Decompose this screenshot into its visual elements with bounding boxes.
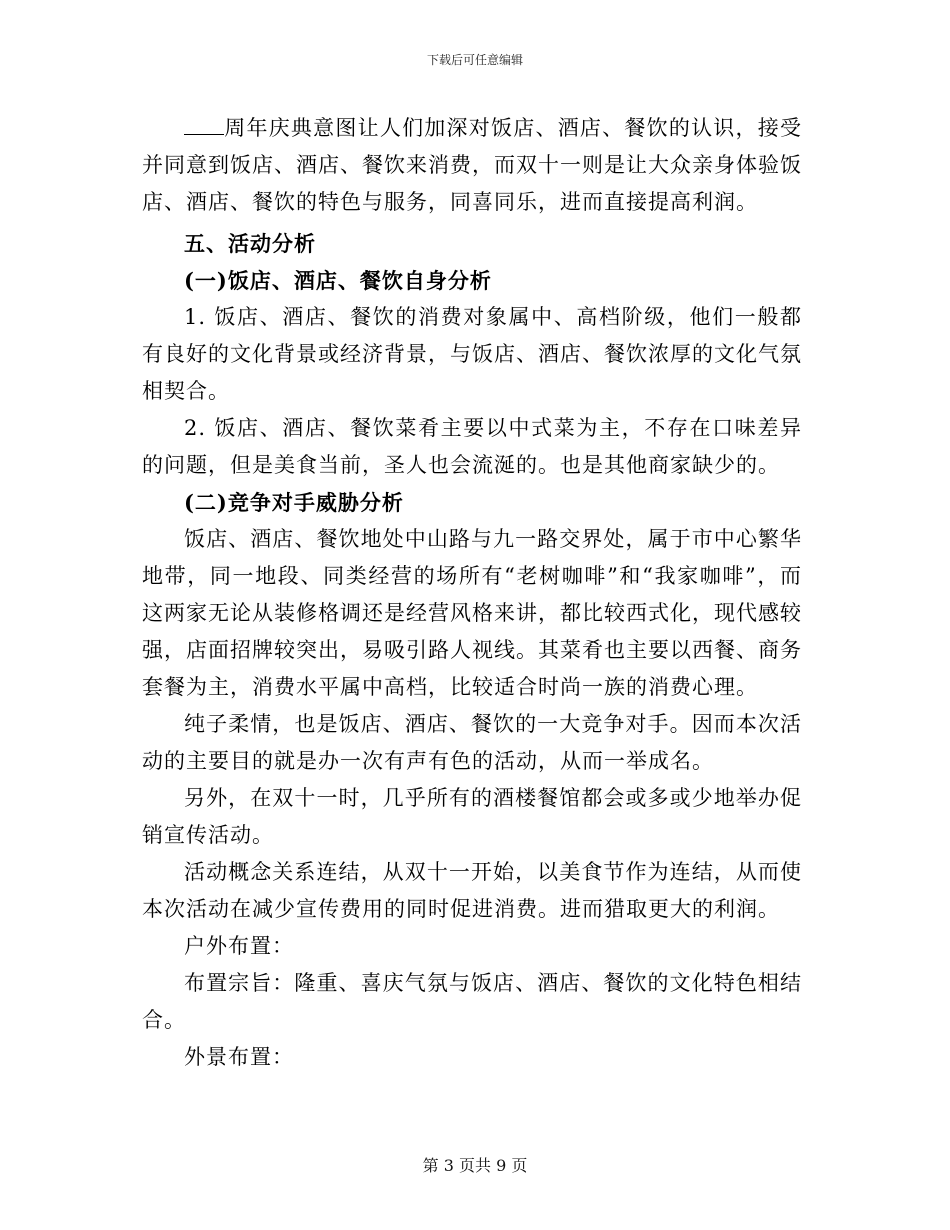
paragraph-layout-purpose: 布置宗旨：隆重、喜庆气氛与饭店、酒店、餐饮的文化特色相结合。: [142, 971, 802, 1032]
paragraph-activity-concept: 活动概念关系连结，从双十一开始，以美食节作为连结，从而使本次活动在减少宣传费用的同时促进消费。进而猎取更大的利润。: [142, 860, 802, 921]
paragraph-outdoor-layout: 户外布置：: [184, 934, 294, 958]
page-header: 下载后可任意编辑: [426, 53, 523, 67]
blank-underline: [184, 114, 224, 135]
paragraph-intro: [142, 110, 802, 221]
heading-section-five: 五、活动分析: [184, 231, 316, 256]
document-body: [142, 110, 802, 1076]
paragraph-item-1: 1. 饭店、酒店、餐饮的消费对象属中、高档阶级，他们一般都有良好的文化背景或经济背景，与饭店、酒店、餐饮浓厚的文化气氛相契合。: [142, 305, 802, 403]
paragraph-competitor-promotions: 另外，在双十一时，几乎所有的酒楼餐馆都会或多或少地举办促销宣传活动。: [142, 786, 802, 847]
paragraph-competitor-chunzi: 纯子柔情，也是饭店、酒店、餐饮的一大竞争对手。因而本次活动的主要目的就是办一次有声有色的活动，从而一举成名。: [142, 712, 802, 773]
paragraph-exterior-layout: 外景布置：: [184, 1045, 294, 1069]
paragraph-competitor-location: 饭店、酒店、餐饮地处中山路与九一路交界处，属于市中心繁华地带，同一地段、同类经营的场所有“老树咖啡”和“我家咖啡”，而这两家无论从装修格调还是经营风格来讲，都比较西式化，现代感较强，店面招牌较突出，易吸引路人视线。其菜肴也主要以西餐、商务套餐为主，消费水平属中高档，比较适合时尚一族的消费心理。: [142, 527, 802, 699]
heading-competitor-analysis: (二)竞争对手威胁分析: [184, 490, 404, 515]
paragraph-item-2: 2. 饭店、酒店、餐饮菜肴主要以中式菜为主，不存在口味差异的问题，但是美食当前，圣人也会流涎的。也是其他商家缺少的。: [142, 416, 802, 477]
page-number: 第 3 页共 9 页: [422, 1156, 528, 1175]
paragraph-intro-text: 周年庆典意图让人们加深对饭店、酒店、餐饮的认识，接受并同意到饭店、酒店、餐饮来消费，而双十一则是让大众亲身体验饭店、酒店、餐饮的特色与服务，同喜同乐，进而直接提高利润。: [142, 116, 802, 214]
heading-self-analysis: (一)饭店、酒店、餐饮自身分析: [184, 268, 492, 293]
